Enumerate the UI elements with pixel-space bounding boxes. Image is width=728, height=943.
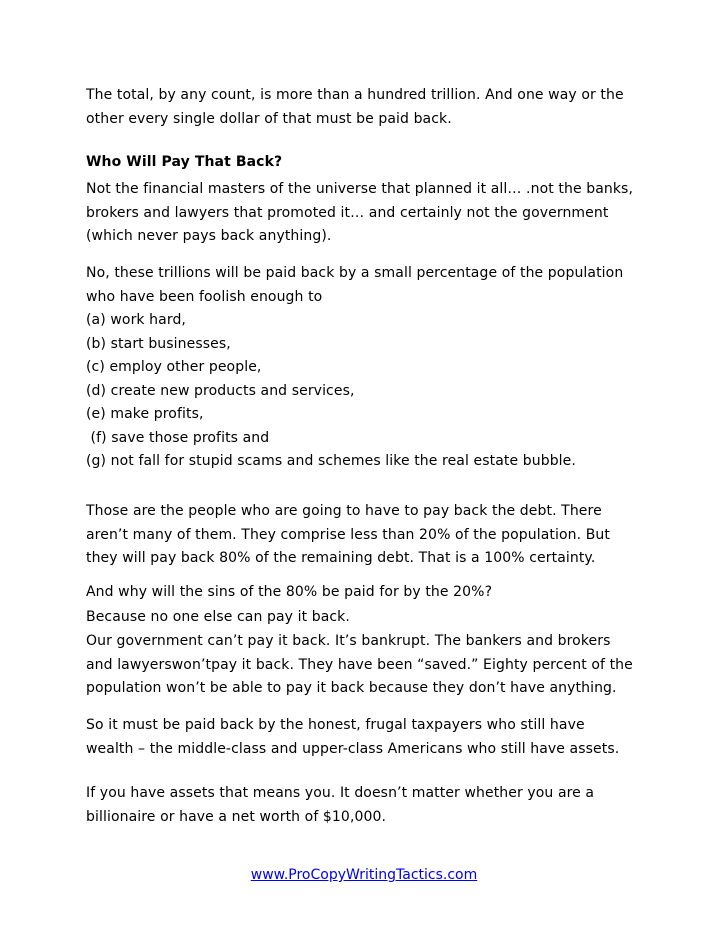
list-item: (g) not fall for stupid scams and schemes like the real estate bubble. <box>86 453 576 469</box>
section-heading <box>86 151 282 175</box>
paragraph-line: they will pay back 80% of the remaining debt. That is a 100% certainty. <box>86 550 596 566</box>
page-footer <box>0 865 728 885</box>
paragraph-line: And why will the sins of the 80% be paid for by the 20%? <box>86 584 493 600</box>
list-item: (d) create new products and services, <box>86 382 355 399</box>
paragraph-because <box>86 606 350 630</box>
list-item: (b) start businesses, <box>86 335 231 352</box>
paragraph-line: aren’t many of them. They comprise less than 20% of the population. But <box>86 526 610 543</box>
paragraph-line: If you have assets that means you. It doesn’t matter whether you are a <box>86 785 595 801</box>
paragraph-line: brokers and lawyers that promoted it… and certainly not the government <box>86 204 609 221</box>
heading-text: Who Will Pay That Back? <box>86 154 283 170</box>
paragraph-line: who have been foolish enough to <box>86 288 323 305</box>
paragraph-line: No, these trillions will be paid back by a small percentage of the population <box>86 265 624 281</box>
paragraph-honest-taxpayers <box>86 714 619 761</box>
paragraph-line: (which never pays back anything). <box>86 228 332 244</box>
paragraph-not-financial-masters <box>86 178 633 249</box>
paragraph-why-sins <box>86 581 492 605</box>
paragraph-intro <box>86 84 624 131</box>
foolish-list <box>86 309 576 474</box>
paragraph-line: Because no one else can pay it back. <box>86 609 350 625</box>
list-item: (c) employ other people, <box>86 359 262 375</box>
paragraph-government <box>86 630 633 701</box>
paragraph-line: So it must be paid back by the honest, frugal taxpayers who still have <box>86 717 585 733</box>
paragraph-those-are-the-people <box>86 500 610 571</box>
list-item: (e) make profits, <box>86 406 204 422</box>
paragraph-line: and lawyerswon’tpay it back. They have been “saved.” Eighty percent of the <box>86 656 633 673</box>
paragraph-line: Those are the people who are going to have to pay back the debt. There <box>86 503 602 519</box>
paragraph-trillions-paid-back <box>86 262 623 309</box>
list-item: (a) work hard, <box>86 312 186 328</box>
paragraph-line: Not the financial masters of the universe that planned it all… .not the banks, <box>86 181 633 197</box>
list-item: (f) save those profits and <box>86 429 270 446</box>
paragraph-line: The total, by any count, is more than a hundred trillion. And one way or the <box>86 87 624 103</box>
paragraph-line: population won’t be able to pay it back because they don’t have anything. <box>86 680 617 696</box>
paragraph-line: billionaire or have a net worth of $10,000. <box>86 808 387 825</box>
paragraph-line: wealth – the middle-class and upper-class Americans who still have assets. <box>86 740 620 757</box>
paragraph-line: other every single dollar of that must be paid back. <box>86 110 452 127</box>
footer-website-link[interactable]: www.ProCopyWritingTactics.com <box>250 867 478 883</box>
paragraph-line: Our government can’t pay it back. It’s bankrupt. The bankers and brokers <box>86 633 611 649</box>
paragraph-if-you-have-assets <box>86 782 594 829</box>
